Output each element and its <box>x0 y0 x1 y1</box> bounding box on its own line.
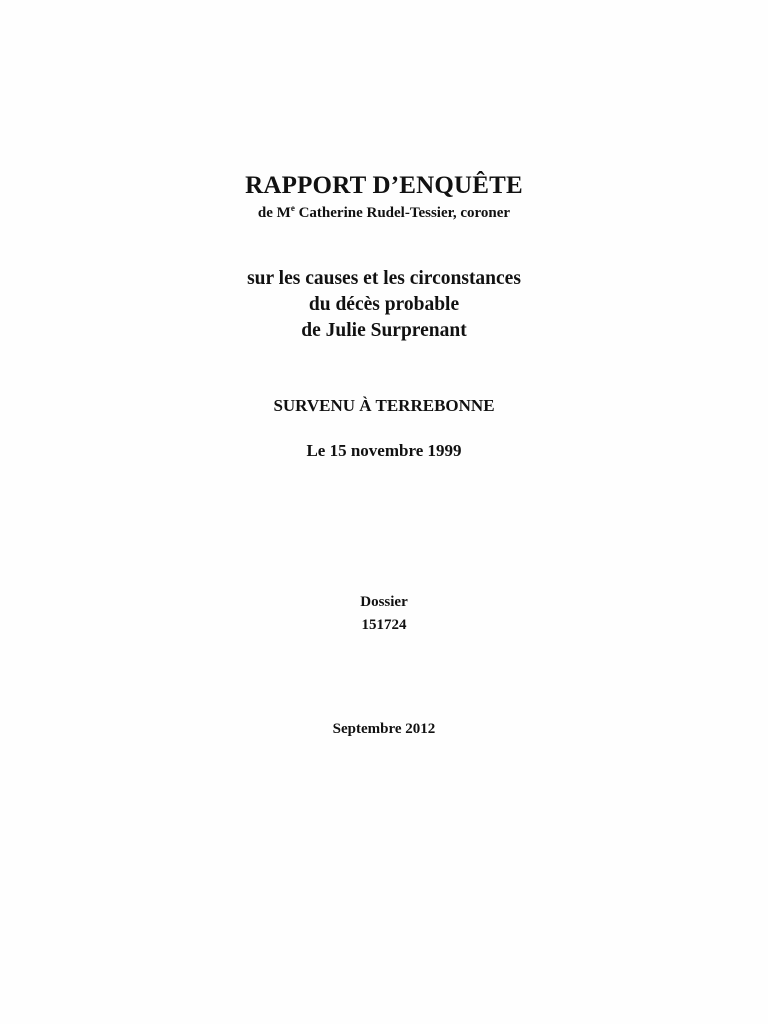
dossier-number: 151724 <box>361 617 407 633</box>
subject-line-2: du décès probable <box>308 294 460 315</box>
coroner-byline <box>0 205 768 222</box>
author-name: Catherine Rudel-Tessier, coroner <box>298 205 511 221</box>
subject-line-1: sur les causes et les circonstances <box>247 268 521 289</box>
author-title-superscript: e <box>290 203 295 213</box>
report-title: RAPPORT D’ENQUÊTE <box>245 172 523 199</box>
author-prefix: de M <box>257 205 291 221</box>
event-date: Le 15 novembre 1999 <box>306 441 462 460</box>
report-subject <box>0 266 768 344</box>
release-date: Septembre 2012 <box>332 721 436 737</box>
dossier-block <box>0 591 768 637</box>
dossier-label: Dossier <box>360 594 408 610</box>
subject-line-3: de Julie Surprenant <box>301 320 467 341</box>
event-location: SURVENU À TERREBONNE <box>273 396 495 415</box>
